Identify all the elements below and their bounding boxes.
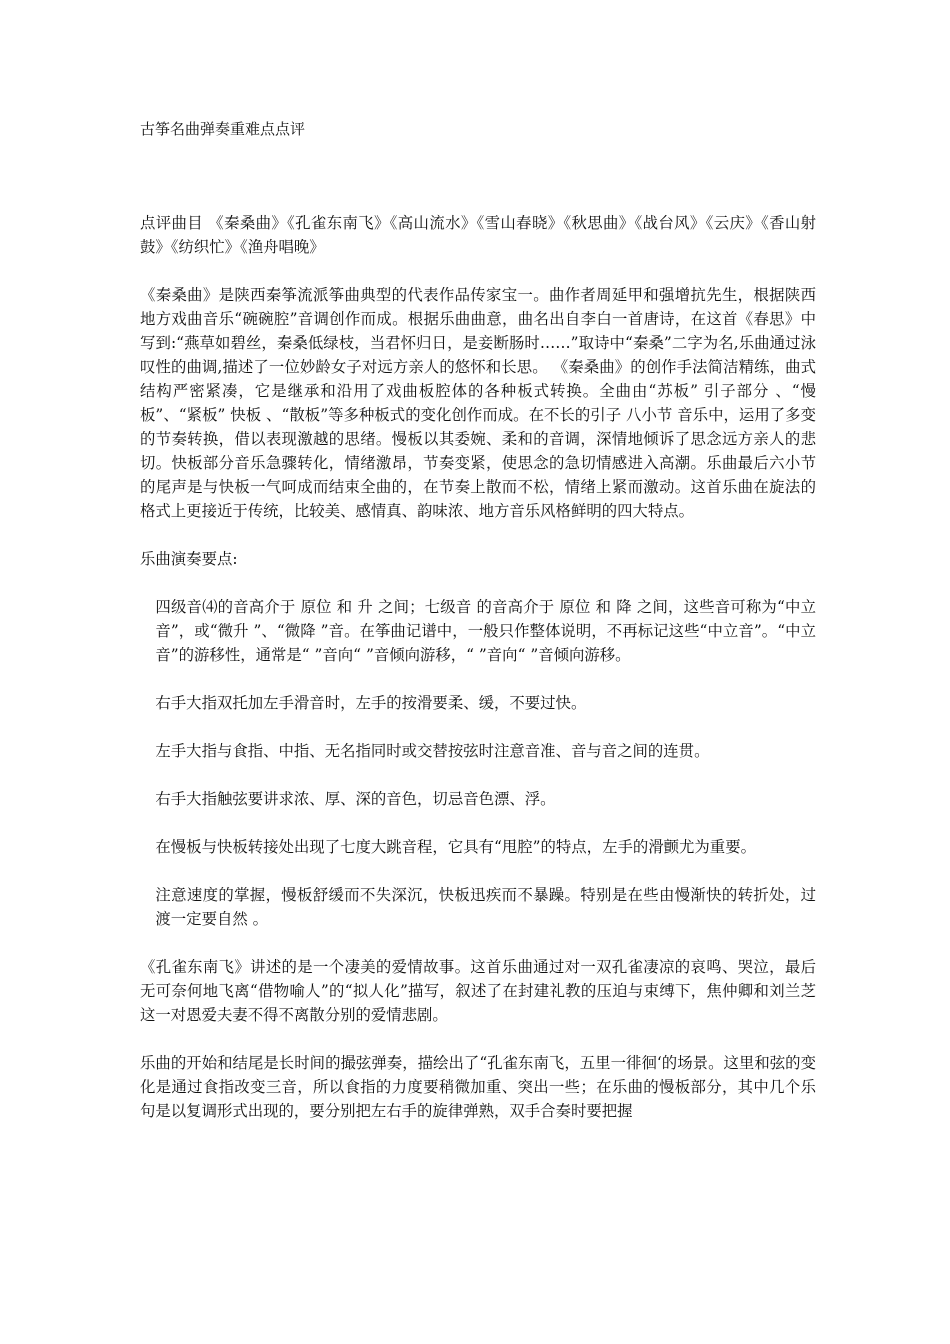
neutral-tone-paragraph: 四级音⑷的音高介于 原位 和 升 之间；七级音 的音高介于 原位 和 降 之间，这些音可称为“中立音”，或“微升 ”、“微降 ”音。在筝曲记谱中，一般只作整体说明，不再标记这些“中立音”。“中立音”的游移性，通常是“ ”音向“ ”音倾向游移，“ ”音向“ ”音倾向游移。 xyxy=(155,598,816,664)
technique-point-2: 左手大指与食指、中指、无名指同时或交替按弦时注意音准、音与音之间的连贯。 xyxy=(155,742,710,760)
technique-point-4: 在慢板与快板转接处出现了七度大跳音程，它具有“甩腔”的特点，左手的滑颤尤为重要。 xyxy=(155,838,756,856)
technique-point-1: 右手大指双托加左手滑音时，左手的按滑要柔、缓，不要过快。 xyxy=(155,694,587,712)
document-body xyxy=(140,211,816,1147)
technique-point-3: 右手大指触弦要讲求浓、厚、深的音色，切忌音色漂、浮。 xyxy=(155,790,556,808)
piece-list-paragraph: 点评曲目 《秦桑曲》《孔雀东南飞》《高山流水》《雪山春晓》《秋思曲》《战台风》《云庆》《香山射鼓》《纺织忙》《渔舟唱晚》 xyxy=(140,214,816,256)
performance-points-heading: 乐曲演奏要点: xyxy=(140,550,238,568)
document-title: 古筝名曲弹奏重难点点评 xyxy=(140,120,306,138)
peacock-intro-paragraph: 《孔雀东南飞》讲述的是一个凄美的爱情故事。这首乐曲通过对一双孔雀凄凉的哀鸣、哭泣，最后无可奈何地飞离“借物喻人”的“拟人化”描写，叙述了在封建礼教的压迫与束缚下，焦仲卿和刘兰芝这一对恩爱夫妻不得不离散分别的爱情悲剧。 xyxy=(140,958,816,1024)
peacock-performance-paragraph: 乐曲的开始和结尾是长时间的撮弦弹奏，描绘出了“孔雀东南飞，五里一徘徊‘的场景。这里和弦的变化是通过食指改变三音，所以食指的力度要稍微加重、突出一些；在乐曲的慢板部分，其中几个乐句是以复调形式出现的，要分别把左右手的旋律弹熟，双手合奏时要把握 xyxy=(140,1054,816,1120)
technique-point-5: 注意速度的掌握，慢板舒缓而不失深沉，快板迅疾而不暴躁。特别是在些由慢渐快的转折处，过渡一定要自然 。 xyxy=(155,886,816,928)
qinsang-intro-paragraph: 《秦桑曲》是陕西秦筝流派筝曲典型的代表作品传家宝一。曲作者周延甲和强增抗先生，根据陕西地方戏曲音乐“碗碗腔”音调创作而成。根据乐曲曲意，曲名出自李白一首唐诗，在这首《春思》中写到:“燕草如碧丝，秦桑低绿枝，当君怀归日，是妾断肠时……”取诗中“秦桑”二字为名,乐曲通过泳叹性的曲调,描述了一位妙龄女子对远方亲人的悠怀和长思。 《秦桑曲》的创作手法简洁精练，曲式结构严密紧凑，它是继承和沿用了戏曲板腔体的各种板式转换。全曲由“苏板” 引子部分 、“慢板”、“紧板” 快板 、“散板”等多种板式的变化创作而成。在不长的引子 八小节 音乐中，运用了多变的节奏转换，借以表现激越的思绪。慢板以其委婉、柔和的音调，深情地倾诉了思念远方亲人的悲切。快板部分音乐急骤转化，情绪激昂，节奏变紧，使思念的急切情感进入高潮。乐曲最后六小节的尾声是与快板一气呵成而结束全曲的，在节奏上散而不松，情绪上紧而激动。这首乐曲在旋法的格式上更接近于传统，比较美、感情真、韵味浓、地方音乐风格鲜明的四大特点。 xyxy=(140,286,816,520)
